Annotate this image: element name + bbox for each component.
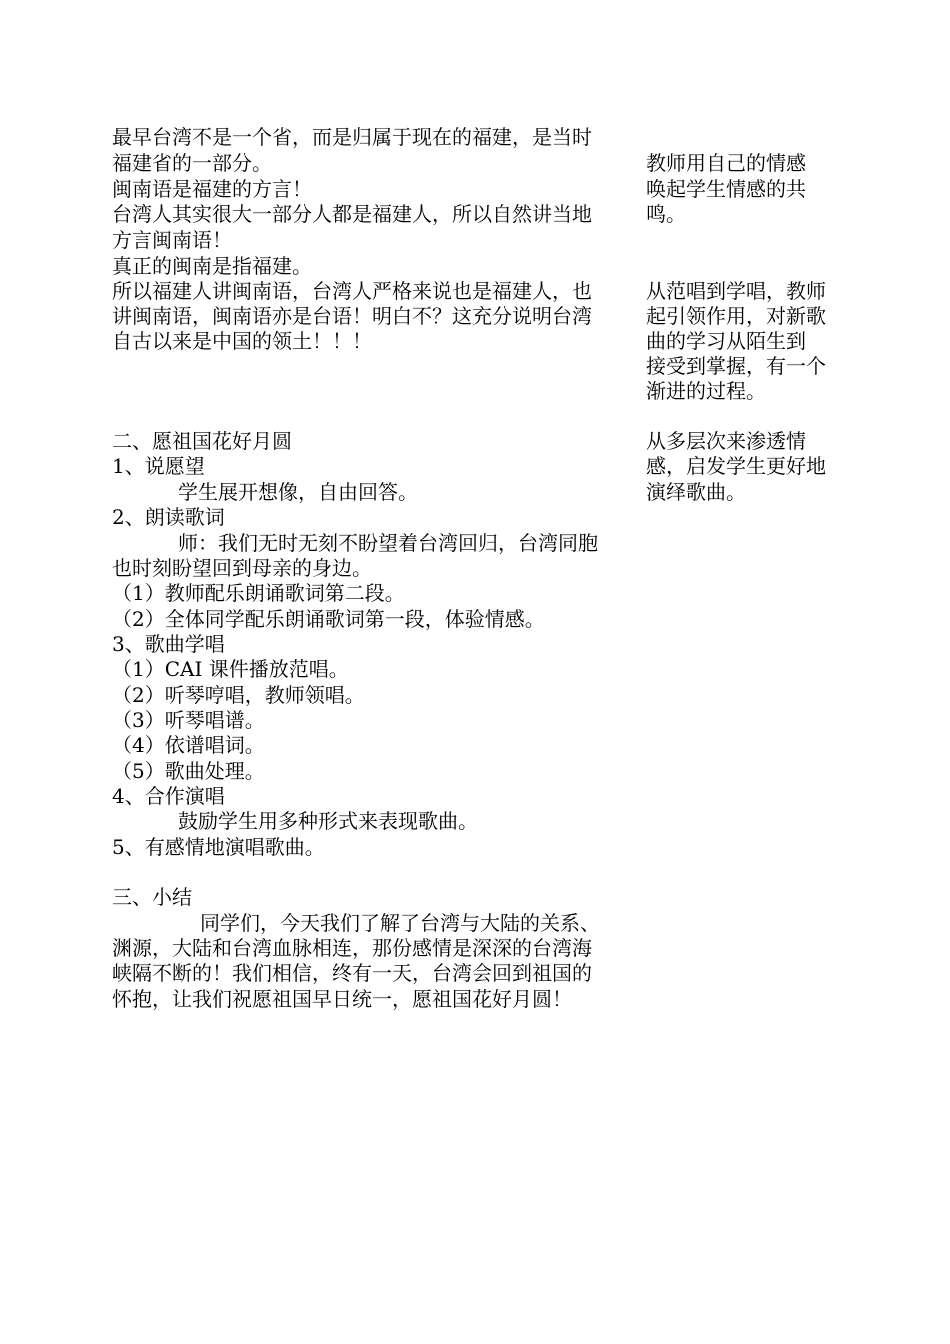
side-note-line: 演绎歌曲。 [646,480,746,504]
side-note-line: 从范唱到学唱，教师 [646,279,826,303]
side-note-line: 接受到掌握，有一个 [646,354,826,378]
side-note-line: 感，启发学生更好地 [646,454,826,478]
side-note-line: 鸣。 [646,202,686,226]
subsection-heading: 5、有感情地演唱歌曲。 [112,835,325,859]
side-note-line: 唤起学生情感的共 [646,177,806,201]
side-note-line: 从多层次来渗透情 [646,429,806,453]
list-item: （3）听琴唱谱。 [112,708,265,732]
main-text-line: 学生展开想像，自由回答。 [178,480,418,504]
section-heading: 二、愿祖国花好月圆 [112,429,292,453]
subsection-heading: 3、歌曲学唱 [112,632,225,656]
main-text-line: 同学们，今天我们了解了台湾与大陆的关系、 [200,911,600,935]
main-text-line: 福建省的一部分。 [112,151,272,175]
main-text-line: 台湾人其实很大一部分人都是福建人，所以自然讲当地 [112,202,592,226]
side-note-line: 起引领作用，对新歌 [646,304,826,328]
list-item: （2）全体同学配乐朗诵歌词第一段，体验情感。 [112,607,545,631]
main-text-line: 师：我们无时无刻不盼望着台湾回归，台湾同胞 [178,531,598,555]
list-item: （1）CAI 课件播放范唱。 [112,657,349,681]
main-text-line: 闽南语是福建的方言！ [112,177,312,201]
main-text-line: 峡隔不断的！我们相信，终有一天，台湾会回到祖国的 [112,961,592,985]
main-text-line: 自古以来是中国的领土！！！ [112,329,372,353]
main-text-line: 怀抱，让我们祝愿祖国早日统一，愿祖国花好月圆！ [112,987,572,1011]
list-item: （1）教师配乐朗诵歌词第二段。 [112,581,405,605]
main-text-line: 方言闽南语！ [112,228,232,252]
side-note-line: 教师用自己的情感 [646,151,806,175]
main-text-line: 渊源，大陆和台湾血脉相连，那份感情是深深的台湾海 [112,936,592,960]
list-item: （4）依谱唱词。 [112,733,265,757]
main-text-line: 讲闽南语，闽南语亦是台语！明白不？这充分说明台湾 [112,304,592,328]
side-note-line: 曲的学习从陌生到 [646,329,806,353]
subsection-heading: 2、朗读歌词 [112,505,225,529]
main-text-line: 也时刻盼望回到母亲的身边。 [112,556,372,580]
section-heading: 三、小结 [112,885,192,909]
main-text-line: 鼓励学生用多种形式来表现歌曲。 [178,809,478,833]
list-item: （2）听琴哼唱，教师领唱。 [112,683,365,707]
subsection-heading: 4、合作演唱 [112,784,225,808]
side-note-line: 渐进的过程。 [646,379,766,403]
main-text-line: 最早台湾不是一个省，而是归属于现在的福建，是当时 [112,125,592,149]
list-item: （5）歌曲处理。 [112,759,265,783]
subsection-heading: 1、说愿望 [112,454,205,478]
main-text-line: 真正的闽南是指福建。 [112,254,312,278]
main-text-line: 所以福建人讲闽南语，台湾人严格来说也是福建人，也 [112,279,592,303]
